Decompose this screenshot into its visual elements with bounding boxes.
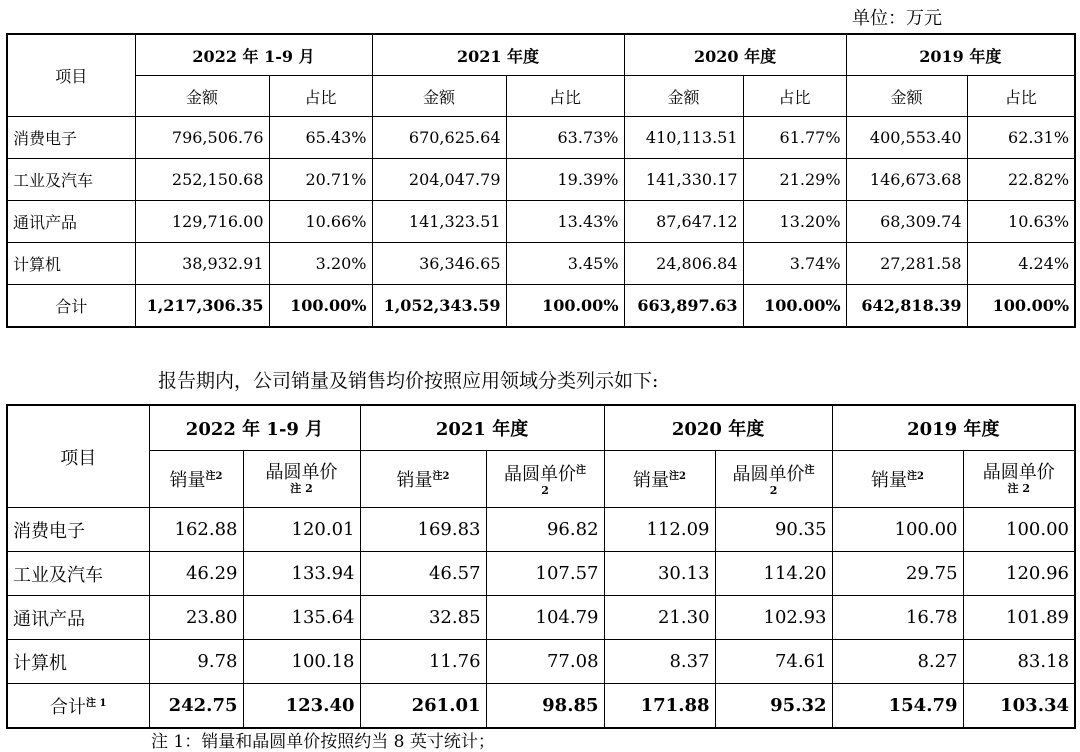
table-cell: 62.31% — [967, 117, 1075, 159]
table-cell: 61.77% — [743, 117, 846, 159]
table-cell: 796,506.76 — [135, 117, 269, 159]
ratio-header: 占比 — [269, 76, 372, 117]
footnote: 注 1：销量和晶圆单价按照约当 8 英寸统计； — [151, 732, 495, 752]
table-header-row — [7, 34, 1075, 76]
volume-header — [149, 451, 243, 508]
table-cell: 104.79 — [486, 596, 604, 640]
amount-header: 金额 — [846, 76, 967, 117]
note-number: 2 — [305, 482, 313, 495]
ratio-header: 占比 — [506, 76, 624, 117]
table-cell: 112.09 — [604, 508, 715, 552]
table-row — [7, 552, 1075, 596]
table-cell: 13.20% — [743, 201, 846, 243]
intro-paragraph: 报告期内，公司销量及销售均价按照应用领域分类列示如下: — [158, 370, 659, 392]
table-cell: 410,113.51 — [624, 117, 743, 159]
period-header: 2021 年度 — [360, 405, 604, 451]
unit-label: 单位：万元 — [852, 8, 942, 29]
note-number: 2 — [215, 471, 223, 482]
volume-label: 销量 — [169, 470, 206, 491]
table-cell: 169.83 — [360, 508, 486, 552]
table-cell: 100.00% — [269, 285, 372, 328]
table-cell: 107.57 — [486, 552, 604, 596]
table-cell: 16.78 — [832, 596, 963, 640]
table-cell: 3.74% — [743, 243, 846, 285]
price-label: 晶圆单价 — [982, 462, 1055, 483]
row-label: 工业及汽车 — [7, 552, 149, 596]
table-cell: 100.00 — [832, 508, 963, 552]
table-cell: 21.30 — [604, 596, 715, 640]
table-cell: 141,323.51 — [372, 201, 506, 243]
table-cell: 204,047.79 — [372, 159, 506, 201]
table-cell: 8.27 — [832, 640, 963, 684]
note-number: 2 — [917, 471, 924, 482]
period-header: 2022 年 1-9 月 — [149, 405, 360, 451]
volume-price-table — [6, 404, 1076, 729]
total-row — [7, 684, 1075, 729]
table-subheader-row — [7, 76, 1075, 117]
row-label: 消费电子 — [7, 117, 135, 159]
row-label: 通讯产品 — [7, 596, 149, 640]
table-cell: 10.66% — [269, 201, 372, 243]
note-mark: 注 — [907, 471, 918, 482]
row-label — [7, 684, 149, 729]
table-cell: 141,330.17 — [624, 159, 743, 201]
volume-header — [832, 451, 963, 508]
table-cell: 123.40 — [243, 684, 360, 729]
table-cell: 10.63% — [967, 201, 1075, 243]
table-cell: 102.93 — [715, 596, 832, 640]
table-cell: 100.00% — [743, 285, 846, 328]
table-cell: 129,716.00 — [135, 201, 269, 243]
table-cell: 261.01 — [360, 684, 486, 729]
ratio-header: 占比 — [743, 76, 846, 117]
table-cell: 36,346.65 — [372, 243, 506, 285]
table-cell: 38,932.91 — [135, 243, 269, 285]
period-header: 2022 年 1-9 月 — [135, 34, 372, 76]
note-number: 2 — [769, 484, 778, 497]
table-cell: 133.94 — [243, 552, 360, 596]
note-number: 2 — [679, 471, 686, 482]
note-mark: 注 — [205, 471, 216, 482]
table-cell: 3.45% — [506, 243, 624, 285]
table-cell: 98.85 — [486, 684, 604, 729]
price-header — [243, 451, 360, 508]
table-row — [7, 201, 1075, 243]
table-cell: 100.00% — [506, 285, 624, 328]
table-cell: 24,806.84 — [624, 243, 743, 285]
row-label: 通讯产品 — [7, 201, 135, 243]
note-mark: 注 — [290, 482, 302, 495]
item-header: 项目 — [7, 34, 135, 117]
table-cell: 103.34 — [963, 684, 1075, 729]
table-cell: 642,818.39 — [846, 285, 967, 328]
table-cell: 95.32 — [715, 684, 832, 729]
table-cell: 162.88 — [149, 508, 243, 552]
note-number: 2 — [1022, 482, 1031, 495]
table-cell: 135.64 — [243, 596, 360, 640]
table-cell: 100.00 — [963, 508, 1075, 552]
table-cell: 63.73% — [506, 117, 624, 159]
table-cell: 100.00% — [967, 285, 1075, 328]
table-cell: 1,052,343.59 — [372, 285, 506, 328]
table-row — [7, 117, 1075, 159]
volume-label: 销量 — [871, 470, 908, 491]
table-cell: 663,897.63 — [624, 285, 743, 328]
table-cell: 242.75 — [149, 684, 243, 729]
table-cell: 146,673.68 — [846, 159, 967, 201]
table-cell: 11.76 — [360, 640, 486, 684]
table-header-row — [7, 405, 1075, 451]
row-label: 计算机 — [7, 640, 149, 684]
note-number: 2 — [442, 471, 450, 482]
table-cell: 9.78 — [149, 640, 243, 684]
table-cell: 171.88 — [604, 684, 715, 729]
table-cell: 32.85 — [360, 596, 486, 640]
note-number: 2 — [541, 484, 549, 497]
table-cell: 65.43% — [269, 117, 372, 159]
total-label: 合计 — [50, 696, 87, 718]
volume-header — [604, 451, 715, 508]
table-cell: 1,217,306.35 — [135, 285, 269, 328]
period-header: 2020 年度 — [604, 405, 832, 451]
volume-label: 销量 — [633, 470, 670, 491]
price-label: 晶圆单价 — [265, 462, 338, 483]
table-cell: 77.08 — [486, 640, 604, 684]
amount-header: 金额 — [372, 76, 506, 117]
table-cell: 13.43% — [506, 201, 624, 243]
period-header: 2019 年度 — [832, 405, 1075, 451]
table-row — [7, 159, 1075, 201]
amount-header: 金额 — [624, 76, 743, 117]
table-cell: 90.35 — [715, 508, 832, 552]
table-cell: 22.82% — [967, 159, 1075, 201]
table-row — [7, 508, 1075, 552]
row-label: 工业及汽车 — [7, 159, 135, 201]
period-header: 2020 年度 — [624, 34, 846, 76]
table-cell: 23.80 — [149, 596, 243, 640]
table-cell: 27,281.58 — [846, 243, 967, 285]
total-row — [7, 285, 1075, 328]
table-cell: 20.71% — [269, 159, 372, 201]
table-cell: 68,309.74 — [846, 201, 967, 243]
ratio-header: 占比 — [967, 76, 1075, 117]
period-header: 2021 年度 — [372, 34, 624, 76]
revenue-table — [6, 33, 1076, 328]
note-mark: 注 — [432, 471, 443, 482]
table-row — [7, 596, 1075, 640]
table-cell: 19.39% — [506, 159, 624, 201]
price-header — [486, 451, 604, 508]
table-cell: 114.20 — [715, 552, 832, 596]
table-subheader-row — [7, 451, 1075, 508]
table-cell: 30.13 — [604, 552, 715, 596]
note-mark: 注 — [669, 471, 680, 482]
price-header — [715, 451, 832, 508]
period-header: 2019 年度 — [846, 34, 1075, 76]
table-cell: 120.96 — [963, 552, 1075, 596]
table-cell: 46.29 — [149, 552, 243, 596]
volume-header — [360, 451, 486, 508]
table-cell: 120.01 — [243, 508, 360, 552]
table-cell: 400,553.40 — [846, 117, 967, 159]
item-header: 项目 — [7, 405, 149, 508]
price-label: 晶圆单价 — [504, 464, 577, 485]
table-cell: 3.20% — [269, 243, 372, 285]
table-cell: 46.57 — [360, 552, 486, 596]
note-mark: 注 — [1007, 482, 1019, 495]
table-cell: 8.37 — [604, 640, 715, 684]
table-cell: 154.79 — [832, 684, 963, 729]
amount-header: 金额 — [135, 76, 269, 117]
price-header — [963, 451, 1075, 508]
volume-label: 销量 — [396, 470, 433, 491]
table-cell: 74.61 — [715, 640, 832, 684]
table-cell: 4.24% — [967, 243, 1075, 285]
table-cell: 21.29% — [743, 159, 846, 201]
row-label: 合计 — [7, 285, 135, 328]
note-mark: 注 1 — [86, 697, 107, 709]
table-cell: 96.82 — [486, 508, 604, 552]
table-cell: 100.18 — [243, 640, 360, 684]
table-cell: 101.89 — [963, 596, 1075, 640]
table-cell: 29.75 — [832, 552, 963, 596]
table-row — [7, 640, 1075, 684]
table-cell: 87,647.12 — [624, 201, 743, 243]
price-label: 晶圆单价 — [732, 464, 805, 485]
table-cell: 252,150.68 — [135, 159, 269, 201]
note-mark: 注 — [804, 465, 815, 476]
row-label: 计算机 — [7, 243, 135, 285]
table-cell: 83.18 — [963, 640, 1075, 684]
row-label: 消费电子 — [7, 508, 149, 552]
table-cell: 670,625.64 — [372, 117, 506, 159]
table-row — [7, 243, 1075, 285]
note-mark: 注 — [576, 465, 587, 476]
